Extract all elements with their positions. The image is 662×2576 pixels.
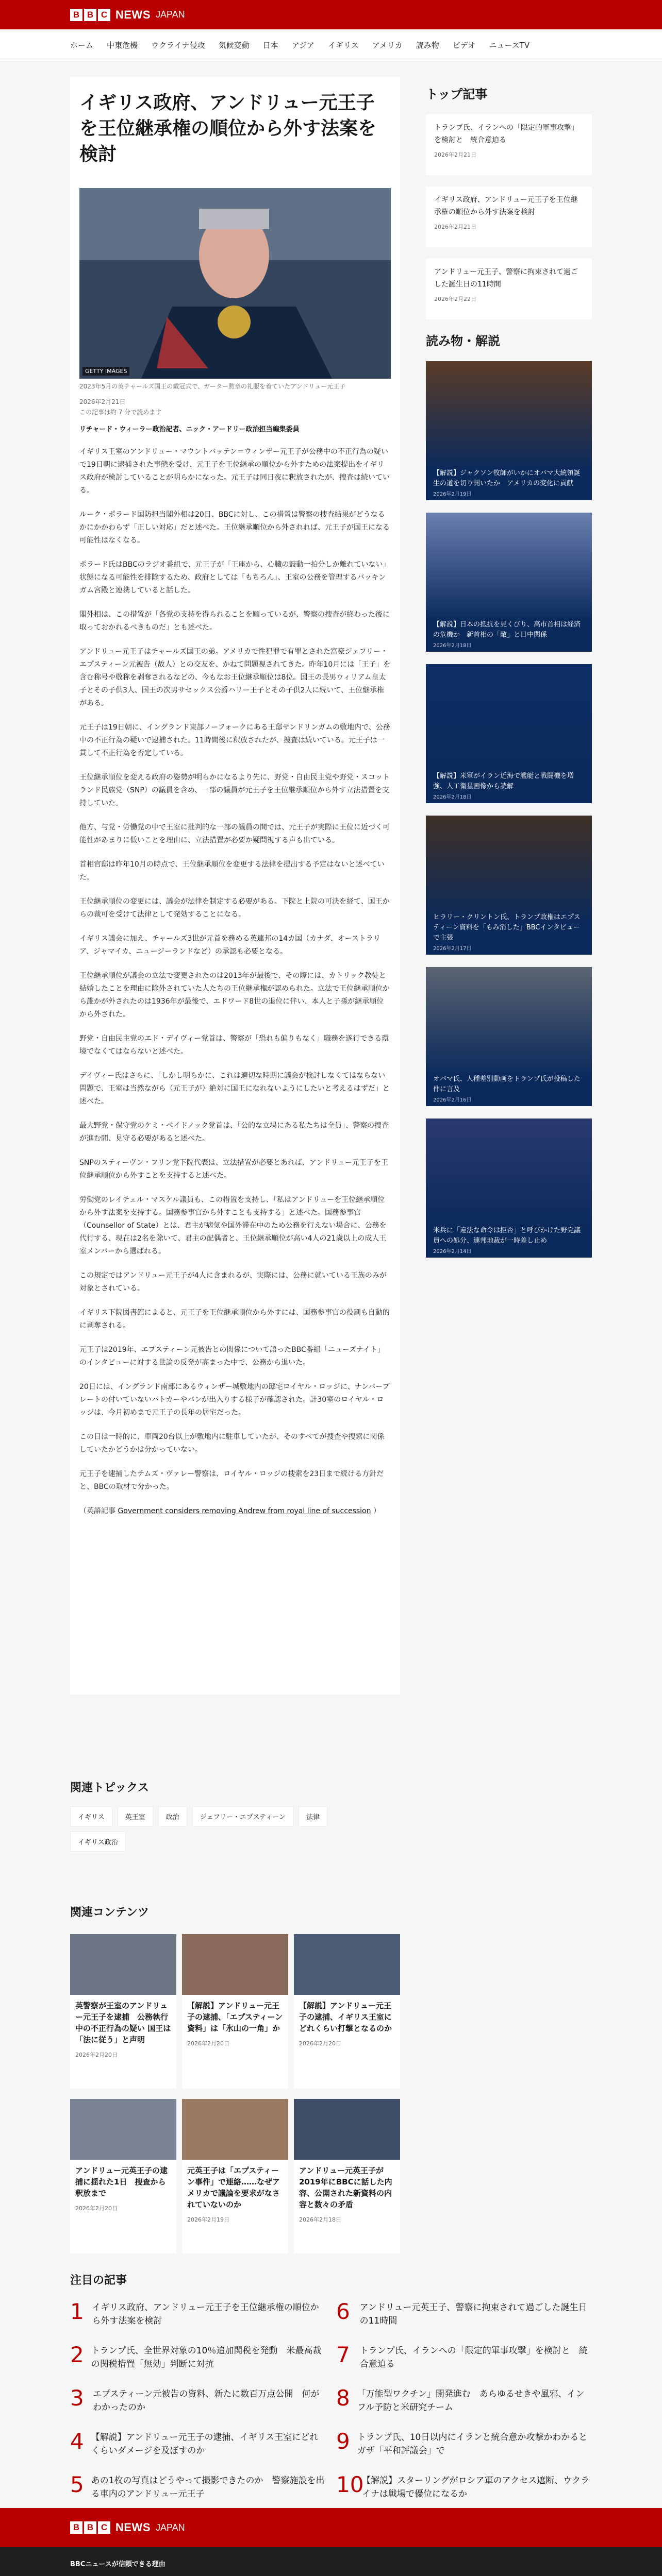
feature-title: 米兵に「違法な命令は拒否」と呼びかけた野党議員への処分、連邦地裁が一時差し止め bbox=[433, 1227, 581, 1245]
popular-rank: 7 bbox=[336, 2342, 350, 2367]
popular-rank: 5 bbox=[70, 2472, 84, 2497]
related-card-image bbox=[182, 2099, 288, 2160]
top-story-date: 2026年2月21日 bbox=[434, 151, 476, 158]
brand-japan: JAPAN bbox=[156, 9, 185, 20]
feature-date: 2026年2月16日 bbox=[433, 1097, 472, 1103]
nav-item-9[interactable]: ビデオ bbox=[452, 41, 476, 50]
feature-title: 【解説】ジャクソン牧師がいかにオバマ大統領誕生の道を切り開いたか アメリカの変化に貢献 bbox=[433, 469, 581, 487]
trust-link[interactable]: BBCニュースが信頼できる理由 bbox=[70, 2561, 166, 2568]
feature-date: 2026年2月17日 bbox=[433, 946, 472, 952]
topic-chip[interactable]: イギリス bbox=[70, 1806, 112, 1826]
popular-title: トランプ氏、全世界対象の10％追加関税を発動 米最高裁の関税措置「無効」判断に対抗 bbox=[91, 2346, 322, 2369]
footer-brand-japan: JAPAN bbox=[156, 2522, 185, 2533]
article-paragraph: 20日には、イングランド南部にあるウィンザー城敷地内の邸宅ロイヤル・ロッジに、ナンバープレートの付いていないバトカーやバンが出入りする様子が確認された。計30室のロイヤル・ロッジは、今月初めまで元王子の長年の居宅だった。 bbox=[79, 1383, 390, 1417]
popular-item[interactable] bbox=[70, 2342, 326, 2385]
popular-title: トランプ氏、10日以内にイランと統合意か攻撃かわかると ガザ「平和評議会」で bbox=[357, 2432, 597, 2456]
top-story-card[interactable] bbox=[426, 114, 592, 175]
header bbox=[0, 0, 662, 29]
popular-rank: 3 bbox=[70, 2385, 84, 2411]
popular-rank: 6 bbox=[336, 2299, 350, 2324]
related-card-title: 【解説】アンドリュー元王子の逮捕、イギリス王室にどれくらい打撃となるのか bbox=[299, 2001, 392, 2033]
related-card-image bbox=[70, 2099, 176, 2160]
article-paragraph: 王位継承順位の変更には、議会が法律を制定する必要がある。下院と上院の可決を経て、国王からの裁可を受けて法律として発効することになる。 bbox=[79, 897, 390, 919]
nav-item-5[interactable]: アジア bbox=[291, 41, 315, 50]
prince-andrew-photo bbox=[79, 188, 391, 379]
bbc-blocks-icon: B B C bbox=[70, 9, 110, 21]
related-card-title: アンドリュー元英王子の逮捕に揺れた1日 捜査から釈放まで bbox=[75, 2166, 168, 2198]
article-paragraph: SNPのスティーヴン・フリン党下院代表は、立法措置が必要とあれば、アンドリュー元王子を王位継承順位から外すことを支持すると述べた。 bbox=[79, 1159, 388, 1180]
related-card-image bbox=[70, 1934, 176, 1995]
related-title: 関連コンテンツ bbox=[70, 1906, 149, 1919]
image-caption: 2023年5月の英チャールズ国王の戴冠式で、ガーター勲章の礼服を着ていたアンドリュー元王子 bbox=[79, 383, 346, 390]
footer-brand-news: NEWS bbox=[115, 2521, 151, 2534]
popular-item[interactable] bbox=[336, 2429, 597, 2472]
related-card-date: 2026年2月20日 bbox=[75, 2052, 118, 2058]
article-paragraph: 野党・自由民主党のエド・デイヴィー党首は、警察が「恐れも偏りもなく」職務を遂行できる環境でなくてはならないと述べた。 bbox=[79, 1035, 389, 1056]
popular-rank: 10 bbox=[336, 2472, 364, 2497]
nav-item-4[interactable]: 日本 bbox=[262, 41, 278, 50]
feature-card[interactable] bbox=[426, 664, 592, 803]
related-card-title: アンドリュー元英王子が2019年にBBCに話した内容、公開された新資料の内容と数々の矛盾 bbox=[299, 2166, 392, 2209]
article-paragraph: 王位継承順位を変える政府の姿勢が明らかになるより先に、野党・自由民主党や野党・スコットランド民族党（SNP）の議員を含め、一部の議員が元王子を王位継承順位から外す立法措置を支持していた。 bbox=[79, 773, 390, 807]
article-paragraph: この日は一時的に、車両20台以上が敷地内に駐車していたが、そのすべてが捜査や捜索に関係していたかどうかは分かっていない。 bbox=[79, 1433, 385, 1454]
article-paragraph: 王位継承順位が議会の立法で変更されたのは2013年が最後で、その際には、カトリック教徒と結婚したことを理由に除外されていた人たちの王位継承権が認められた。立法で王位継承順位から誰かが外されたのは1936年が最後で、エドワード8世の退位に伴い、本人と子孫が継承順位から外された。 bbox=[79, 972, 390, 1019]
article-paragraph: 元王子は19日朝に、イングランド東部ノーフォークにある王邸サンドリンガムの敷地内で、公務中の不正行為の疑いで逮捕された。11時間後に釈放されたが、捜査は続いている。元王子は一貫して不正行為を否定している。 bbox=[79, 723, 390, 757]
topic-chip[interactable]: 政治 bbox=[158, 1806, 187, 1826]
related-card-image bbox=[182, 1934, 288, 1995]
feature-title: オバマ氏、人種差別動画をトランプ氏が投稿した件に言及 bbox=[433, 1075, 581, 1093]
topics-section bbox=[70, 1779, 400, 1857]
feature-card[interactable] bbox=[426, 967, 592, 1106]
topic-chip[interactable]: 英王室 bbox=[118, 1806, 153, 1826]
popular-item[interactable] bbox=[70, 2429, 326, 2472]
related-card[interactable] bbox=[70, 2099, 176, 2253]
related-card[interactable] bbox=[182, 2099, 288, 2253]
footer-bbc-blocks-icon: B B C bbox=[70, 2521, 110, 2534]
feature-title: 【解説】米軍がイラン近海で艦艇と戦闘機を増強、人工衛星画像から読解 bbox=[433, 772, 574, 790]
source-label: （英語記事 bbox=[79, 1507, 115, 1515]
popular-title: 「万能型ワクチン」開発進む あらゆるせきや風邪、インフル予防と米研究チーム bbox=[357, 2389, 585, 2413]
popular-item[interactable] bbox=[336, 2299, 592, 2342]
related-card-date: 2026年2月18日 bbox=[299, 2216, 341, 2223]
feature-card[interactable] bbox=[426, 1118, 592, 1258]
popular-title: 【解説】スターリングがロシア軍のアクセス遮断、ウクライナは戦場で優位になるか bbox=[362, 2476, 590, 2499]
popular-item[interactable] bbox=[336, 2385, 592, 2429]
top-story-date: 2026年2月21日 bbox=[434, 224, 476, 230]
read-time: この記事は約 7 分で読めます bbox=[79, 409, 162, 416]
main-nav bbox=[0, 29, 662, 61]
related-card[interactable] bbox=[182, 1934, 288, 2089]
top-stories-title: トップ記事 bbox=[426, 87, 488, 101]
source-line bbox=[79, 1505, 391, 1517]
popular-rank: 8 bbox=[336, 2385, 350, 2411]
nav-item-6[interactable]: イギリス bbox=[328, 41, 359, 50]
hero-image bbox=[79, 188, 391, 379]
article-paragraph: ルーク・ポラード国防担当閣外相は20日、BBCに対し、この措置は警察の捜査結果がどうなるかにかかわらず「正しい対応」だと述べた。王位継承順位から外されれば、元王子が国王になる可能性はなくなる。 bbox=[79, 511, 390, 545]
top-story-card[interactable] bbox=[426, 259, 592, 319]
feature-date: 2026年2月14日 bbox=[433, 1249, 472, 1255]
image-credit: GETTY IMAGES bbox=[82, 367, 129, 376]
article-paragraph: 閣外相は、この措置が「各党の支持を得られることを願っているが、警察の捜査が終わった後に取っておかれるべきものだ」とも述べた。 bbox=[79, 611, 390, 632]
article-paragraph: イギリス王室のアンドリュー・マウントバッテン＝ウィンザー元王子が公務中の不正行為の疑いで19日朝に逮捕された事態を受け、元王子を王位継承の順位から外すための法案提出をイギリス政府が検討していることが明らかになった。元王子は同日夜に釈放されたが、捜査は続いている。 bbox=[79, 448, 390, 495]
source-end: ） bbox=[373, 1507, 380, 1515]
bbc-logo[interactable] bbox=[70, 8, 185, 22]
popular-rank: 4 bbox=[70, 2429, 84, 2454]
popular-title: トランプ氏、イランへの「限定的軍事攻撃」を検討と 統合意迫る bbox=[359, 2346, 588, 2369]
article-paragraph: ポラード氏はBBCのラジオ番組で、元王子が「王座から、心臓の鼓動一拍分しか離れていない」状態になる可能性を排除するため、政府としては「もちろん」、王室の公務を管理するバッキンガム宮殿と連携していると話した。 bbox=[79, 561, 390, 595]
nav-item-8[interactable]: 読み物 bbox=[416, 41, 439, 50]
nav-item-3[interactable]: 気候変動 bbox=[218, 41, 250, 50]
related-card[interactable] bbox=[70, 1934, 176, 2089]
feature-date: 2026年2月19日 bbox=[433, 492, 472, 497]
article-author: リチャード・ウィーラー政治記者、ニック・アードリー政治担当編集委員 bbox=[79, 426, 300, 433]
nav-item-1[interactable]: 中東危機 bbox=[107, 41, 138, 50]
feature-card[interactable] bbox=[426, 513, 592, 652]
topic-chip[interactable]: イギリス政治 bbox=[70, 1832, 126, 1852]
popular-title: アンドリュー元英王子、警察に拘束されて過ごした誕生日の11時間 bbox=[359, 2302, 587, 2326]
top-story-date: 2026年2月22日 bbox=[434, 296, 476, 302]
sidebar bbox=[426, 84, 592, 1270]
article-paragraph: イギリス議会に加え、チャールズ3世が元首を務める英連邦の14カ国（カナダ、オーストラリア、ジャマイカ、ニュージーランドなど）の承認も必要となる。 bbox=[79, 935, 380, 956]
article-paragraph: 元王子は2019年、エプスティーン元被告との関係について語ったBBC番組「ニューズナイト」のインタビューに対する世論の反発が高まった中で、公務から退いた。 bbox=[79, 1346, 385, 1367]
related-card-image bbox=[294, 2099, 400, 2160]
footer-body bbox=[0, 2547, 662, 2576]
top-story-title: イギリス政府、アンドリュー元王子を王位継承権の順位から外す法案を検討 bbox=[434, 196, 578, 216]
article-paragraph: アンドリュー元王子はチャールズ国王の弟。アメリカで性犯罪で有罪とされた富豪ジェフリー・エプスティーン元被告（故人）との交友を、かねて問題視されてきた。昨年10月には「王子」を含む称号や敬称を剥奪されるなどの、今もなお王位継承順位は8位。国王の長男ウィリアム皇太子とその子供3人、国王の次男サセックス公爵ハリー王子とその子供2人に続いて、王位継承権がある。 bbox=[79, 648, 391, 707]
article-paragraph: デイヴィー氏はさらに、「しかし明らかに、これは適切な時期に議会が検討しなくてはならない問題で、王室は当然ながら（元王子が）絶対に国王になれないようにしたいと考えるはずだ」と述べた。 bbox=[79, 1072, 390, 1106]
feature-card[interactable] bbox=[426, 816, 592, 955]
feature-card[interactable] bbox=[426, 361, 592, 500]
popular-rank: 9 bbox=[336, 2429, 350, 2454]
article-title: イギリス政府、アンドリュー元王子を王位継承権の順位から外す法案を検討 bbox=[79, 92, 377, 165]
related-card[interactable] bbox=[294, 2099, 400, 2253]
related-card[interactable] bbox=[294, 1934, 400, 2089]
popular-title: あの1枚の写真はどうやって撮影できたのか 警察施設を出る車内のアンドリュー元王子 bbox=[91, 2476, 325, 2499]
popular-title: 【解説】アンドリュー元王子の逮捕、イギリス王室にどれくらいダメージを及ぼすのか bbox=[91, 2432, 319, 2456]
top-story-card[interactable] bbox=[426, 187, 592, 247]
topics-title: 関連トピックス bbox=[70, 1782, 149, 1794]
source-link[interactable]: Government considers removing Andrew from royal line of succession bbox=[118, 1507, 371, 1515]
related-section bbox=[70, 1904, 400, 2253]
nav-item-10[interactable]: ニュースTV bbox=[489, 41, 530, 50]
article-paragraph: 元王子を逮捕したテムズ・ヴァレー警察は、ロイヤル・ロッジの捜索を23日まで続ける方針だと、BBCの取材で分かった。 bbox=[79, 1470, 384, 1491]
article-paragraph: 首相官邸は昨年10月の時点で、王位継承順位を変更する法律を提出する予定はないと述べていた。 bbox=[79, 860, 385, 882]
topic-chip[interactable]: 法律 bbox=[299, 1806, 327, 1826]
topic-chip[interactable]: ジェフリー・エプスティーン bbox=[192, 1806, 293, 1826]
top-story-title: トランプ氏、イランへの「限定的軍事攻撃」を検討と 統合意迫る bbox=[434, 124, 578, 144]
related-card-date: 2026年2月20日 bbox=[299, 2040, 341, 2047]
article-body bbox=[79, 446, 391, 1494]
article-paragraph: 他方、与党・労働党の中で王室に批判的な一部の議員の間では、元王子が実際に王位に近づく可能性があまりに低いことを理由に、立法措置が必要か疑問視する声も出ている。 bbox=[79, 823, 390, 844]
popular-title: エプスティーン元被告の資料、新たに数百万点公開 何がわかったのか bbox=[93, 2389, 320, 2413]
article-paragraph: 労働党のレイチェル・マスケル議員も、この措置を支持し、「私はアンドリューを王位継承順位から外す法案を支持する。国務参事官から外すことも支持する」と述べた。国務参事官（Counsellor of State）とは、君主が病気や国外滞在中のため公務を行えない場合に、公務を代行する、現在は2名を除いて、君主の配偶者と、王位継承順位が高い4人の21歳以上の成人王室メンバーから選ばれる。 bbox=[79, 1196, 387, 1256]
related-card-image bbox=[294, 1934, 400, 1995]
popular-section bbox=[70, 2272, 597, 2515]
nav-item-7[interactable]: アメリカ bbox=[372, 41, 403, 50]
popular-item[interactable] bbox=[70, 2385, 326, 2429]
related-card-date: 2026年2月20日 bbox=[187, 2040, 229, 2047]
top-story-title: アンドリュー元王子、警察に拘束されて過ごした誕生日の11時間 bbox=[434, 268, 578, 289]
nav-item-2[interactable]: ウクライナ侵攻 bbox=[151, 41, 205, 50]
popular-title: 注目の記事 bbox=[70, 2274, 127, 2287]
feature-title: ヒラリー・クリントン氏、トランプ政権はエプスティーン資料を「もみ消した」BBCインタビューで主張 bbox=[433, 913, 581, 942]
feature-date: 2026年2月18日 bbox=[433, 643, 472, 649]
nav-item-0[interactable]: ホーム bbox=[70, 41, 94, 50]
features-title: 読み物・解説 bbox=[426, 334, 500, 348]
feature-title: 【解説】日本の抵抗を見くびり、高市首相は経済の危機か 新首相の「敵」と日中関係 bbox=[433, 621, 581, 639]
feature-date: 2026年2月18日 bbox=[433, 794, 472, 800]
article-date: 2026年2月21日 bbox=[79, 398, 126, 405]
related-card-title: 元英王子は「エプスティーン事件」で連絡……なぜアメリカで議論を要求がなされていないのか bbox=[187, 2166, 280, 2209]
popular-title: イギリス政府、アンドリュー元王子を王位継承権の順位から外す法案を検討 bbox=[92, 2302, 319, 2326]
related-card-date: 2026年2月19日 bbox=[187, 2216, 229, 2223]
brand-news: NEWS bbox=[115, 8, 151, 21]
popular-rank: 2 bbox=[70, 2342, 84, 2367]
popular-item[interactable] bbox=[336, 2342, 592, 2385]
footer bbox=[0, 2508, 662, 2576]
popular-item[interactable] bbox=[70, 2299, 326, 2342]
related-card-title: 英警察が王室のアンドリュー元王子を逮捕 公務執行中の不正行為の疑い 国王は「法に従う」と声明 bbox=[75, 2001, 171, 2044]
article-paragraph: 最大野党・保守党のケミ・ベイドノック党首は、「公的な立場にある私たちは全員」、警察の捜査が進む間、見守る必要があると述べた。 bbox=[79, 1122, 389, 1143]
article-paragraph: イギリス下院図書館によると、元王子を王位継承順位から外すには、国務参事官の役割も自動的に剥奪される。 bbox=[79, 1309, 390, 1330]
footer-logo-bar bbox=[0, 2508, 662, 2547]
related-card-date: 2026年2月20日 bbox=[75, 2205, 118, 2212]
footer-bbc-logo[interactable] bbox=[70, 2521, 185, 2534]
article-paragraph: この規定ではアンドリュー元王子が4人に含まれるが、実際には、公務に就いている王族のみが対象とされている。 bbox=[79, 1272, 387, 1293]
article bbox=[70, 77, 400, 1694]
related-card-title: 【解説】アンドリュー元王子の逮捕、「エプスティーン資料」は「氷山の一角」か bbox=[187, 2001, 283, 2033]
popular-rank: 1 bbox=[70, 2299, 84, 2324]
